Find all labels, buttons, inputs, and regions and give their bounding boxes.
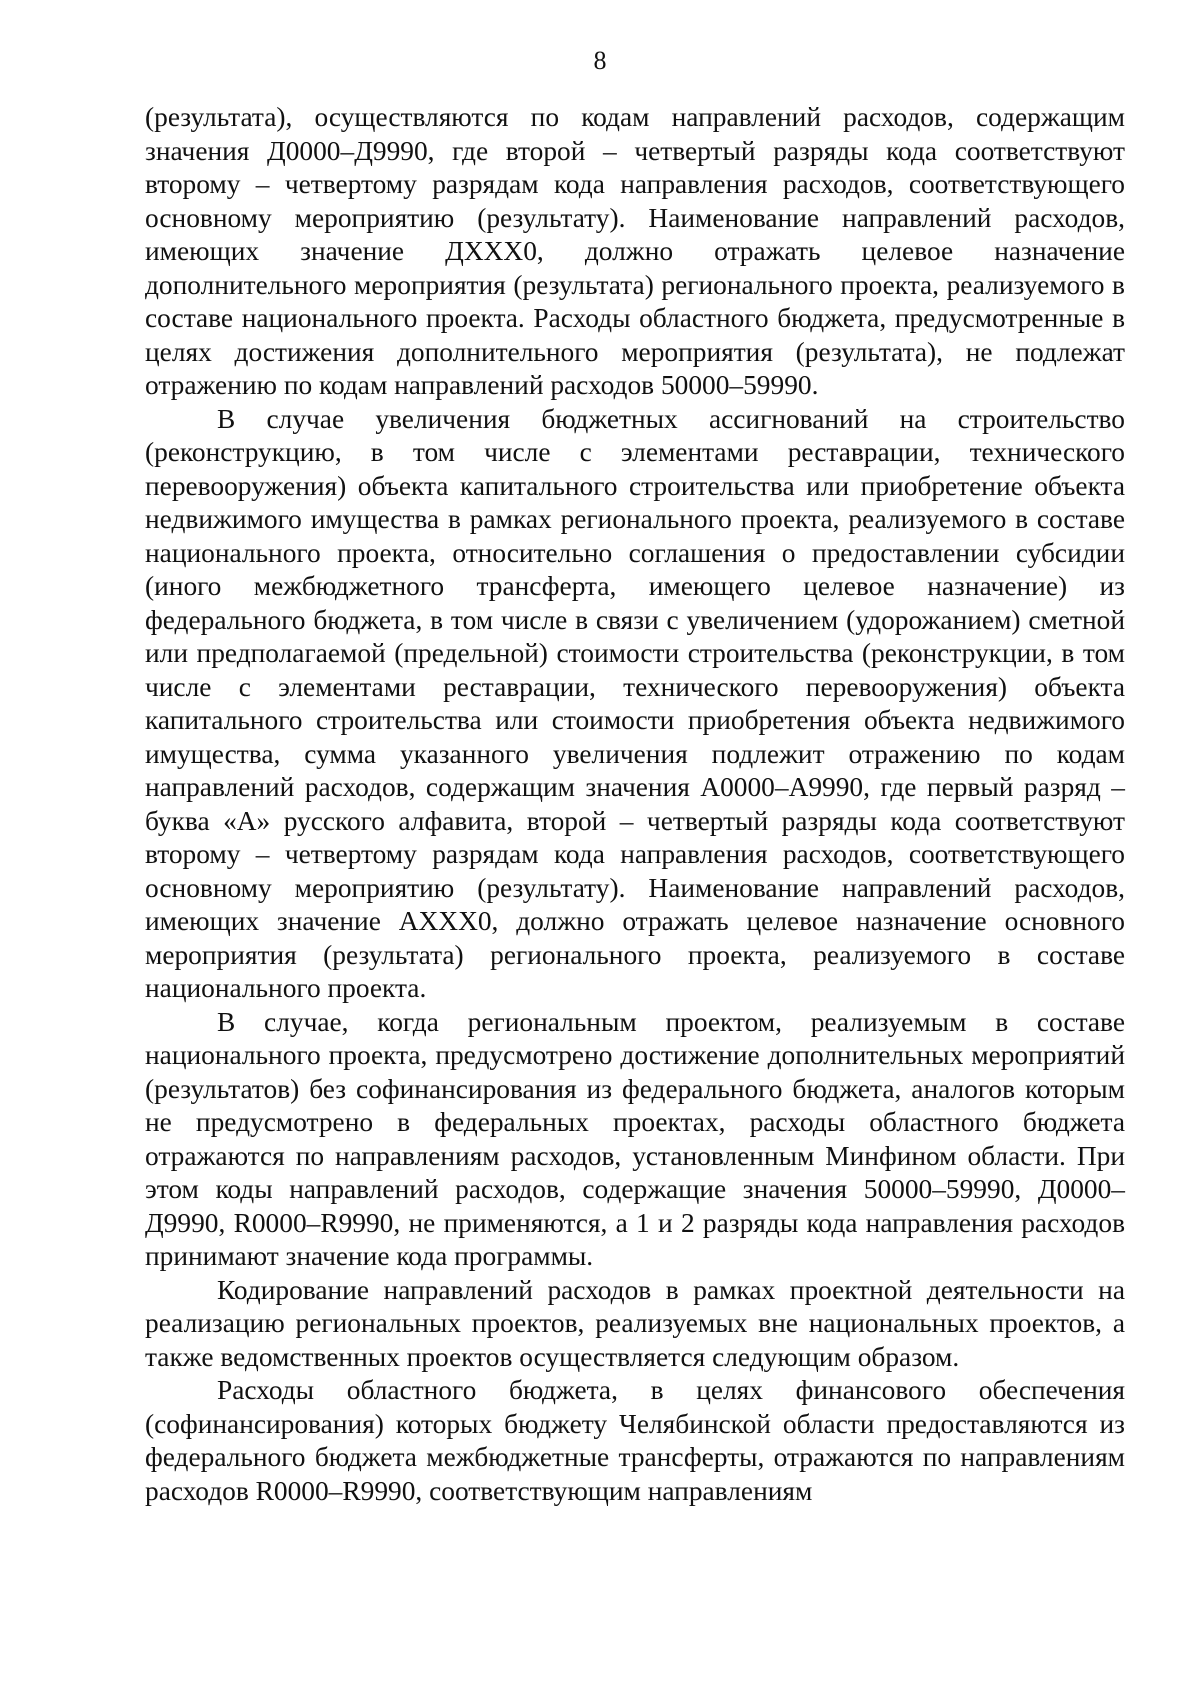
paragraph: В случае увеличения бюджетных ассигнований на строительство (реконструкцию, в том числе с элементами реставрации, технического перевооружения) объекта капитального строительства или приобретение объекта недвижимого имущества в рамках регионального проекта, реализуемого в составе национального проекта, относительно соглашения о предоставлении субсидии (иного межбюджетного трансферта, имеющего целевое назначение) из федерального бюджета, в том числе в связи с увеличением (удорожанием) сметной или предполагаемой (предельной) стоимости строительства (реконструкции, в том числе с элементами реставрации, технического перевооружения) объекта капитального строительства или стоимости приобретения объекта недвижимого имущества, сумма указанного увеличения подлежит отражению по кодам направлений расходов, содержащим значения А0000–А9990, где первый разряд – буква «А» русского алфавита, второй – четвертый разряды кода соответствуют второму – четвертому разрядам кода направления расходов, соответствующего основному мероприятию (результату). Наименование направлений расходов, имеющих значение АХХХ0, должно отражать целевое назначение основного мероприятия (результата) регионального проекта, реализуемого в составе национального проекта. (145, 403, 1125, 1003)
paragraph: Расходы областного бюджета, в целях финансового обеспечения (софинансирования) которых бюджету Челябинской области предоставляются из федерального бюджета межбюджетные трансферты, отражаются по направлениям расходов R0000–R9990, соответствующим направлениям (145, 1375, 1125, 1506)
page-number: 8 (593, 46, 607, 75)
paragraph: В случае, когда региональным проектом, реализуемым в составе национального проекта, предусмотрено достижение дополнительных мероприятий (результатов) без софинансирования из федерального бюджета, аналогов которым не предусмотрено в федеральных проектах, расходы областного бюджета отражаются по направлениям расходов, установленным Минфином области. При этом коды направлений расходов, содержащие значения 50000–59990, Д0000–Д9990, R0000–R9990, не применяются, а 1 и 2 разряды кода направления расходов принимают значение кода программы. (145, 1006, 1125, 1271)
paragraph: (результата), осуществляются по кодам направлений расходов, содержащим значения Д0000–Д9990, где второй – четвертый разряды кода соответствуют второму – четвертому разрядам кода направления расходов, соответствующего основному мероприятию (результату). Наименование направлений расходов, имеющих значение ДХХХ0, должно отражать целевое назначение дополнительного мероприятия (результата) регионального проекта, реализуемого в составе национального проекта. Расходы областного бюджета, предусмотренные в целях достижения дополнительного мероприятия (результата), не подлежат отражению по кодам направлений расходов 50000–59990. (145, 102, 1125, 400)
paragraph: Кодирование направлений расходов в рамках проектной деятельности на реализацию региональных проектов, реализуемых вне национальных проектов, а также ведомственных проектов осуществляется следующим образом. (145, 1274, 1125, 1372)
document-body (145, 101, 1125, 1508)
